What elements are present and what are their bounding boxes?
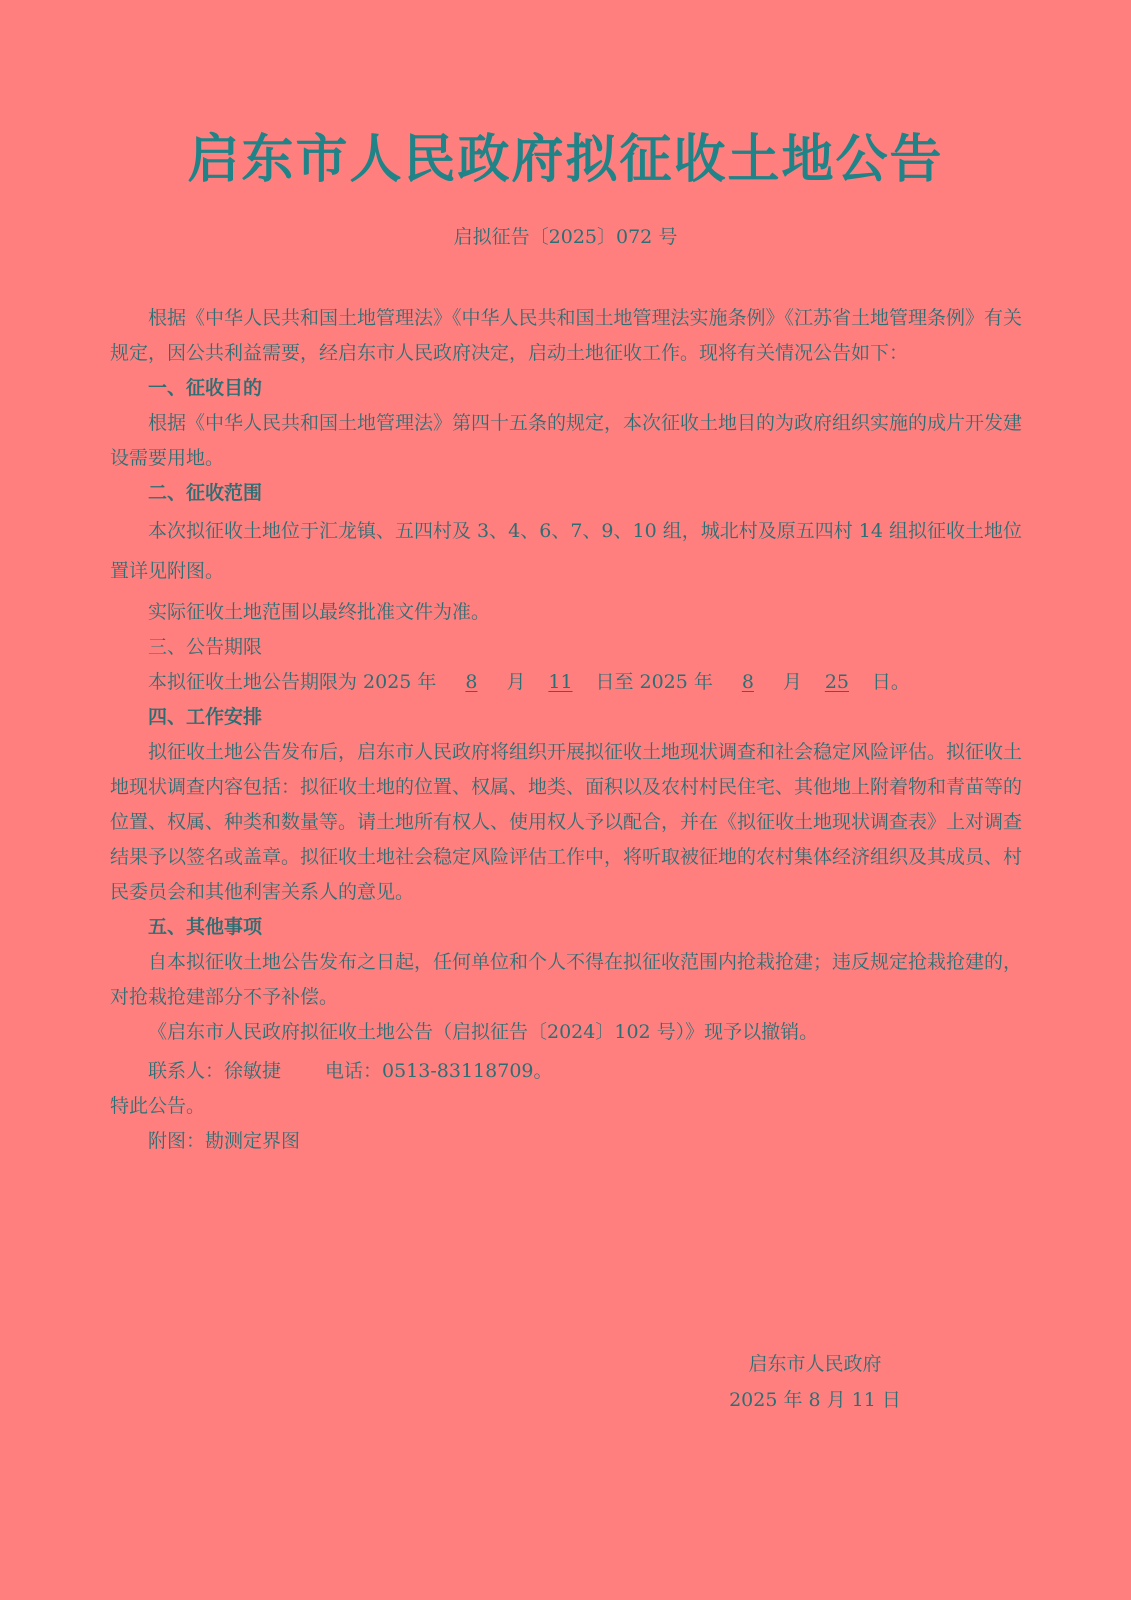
- month-label-2: 月: [782, 671, 802, 693]
- notice-body: [110, 301, 1022, 1159]
- intro-paragraph: 根据《中华人民共和国土地管理法》《中华人民共和国土地管理法实施条例》《江苏省土地管理条例》有关规定，因公共利益需要，经启东市人民政府决定，启动土地征收工作。现将有关情况公告如下：: [110, 307, 1023, 364]
- period-mid: 日至 2025 年: [595, 671, 713, 693]
- start-month: 8: [465, 671, 478, 693]
- signature-date: 2025 年 8 月 11 日: [729, 1389, 901, 1411]
- signature-org: 启东市人民政府: [748, 1353, 882, 1375]
- scope-paragraph: 本次拟征收土地位于汇龙镇、五四村及 3、4、6、7、9、10 组，城北村及原五四村 14 组拟征收土地位置详见附图。: [110, 520, 1022, 582]
- contact-person: 联系人：徐敏捷: [148, 1060, 282, 1082]
- period-suffix: 日。: [871, 671, 910, 693]
- scope-note: 实际征收土地范围以最终批准文件为准。: [148, 601, 491, 623]
- closing-text: 特此公告。: [110, 1095, 206, 1117]
- work-heading: 四、工作安排: [148, 706, 263, 728]
- other-heading: 五、其他事项: [148, 916, 263, 938]
- contact-line: [110, 1054, 1022, 1089]
- end-month: 8: [741, 671, 754, 693]
- revoke-paragraph: 《启东市人民政府拟征收土地公告（启拟征告〔2024〕102 号）》现予以撤销。: [148, 1021, 819, 1043]
- purpose-paragraph: 根据《中华人民共和国土地管理法》第四十五条的规定，本次征收土地目的为政府组织实施的成片开发建设需要用地。: [110, 412, 1023, 469]
- scope-heading: 二、征收范围: [148, 482, 263, 504]
- contact-phone: 电话：0513-83118709。: [325, 1060, 553, 1082]
- end-day: 25: [824, 671, 849, 693]
- purpose-heading: 一、征收目的: [148, 377, 263, 399]
- work-paragraph: 拟征收土地公告发布后，启东市人民政府将组织开展拟征收土地现状调查和社会稳定风险评估。拟征收土地现状调查内容包括：拟征收土地的位置、权属、地类、面积以及农村村民住宅、其他地上附着物和青苗等的位置、权属、种类和数量等。请土地所有权人、使用权人予以配合，并在《拟征收土地现状调查表》上对调查结果予以签名或盖章。拟征收土地社会稳定风险评估工作中，将听取被征地的农村集体经济组织及其成员、村民委员会和其他利害关系人的意见。: [110, 741, 1023, 903]
- attachment-text: 附图：勘测定界图: [148, 1130, 301, 1152]
- notice-title: 启东市人民政府拟征收土地公告: [187, 130, 944, 190]
- start-day: 11: [548, 671, 573, 693]
- period-paragraph: [110, 665, 1022, 700]
- period-heading: 三、公告期限: [148, 636, 263, 658]
- document-number: 启拟征告〔2025〕072 号: [453, 226, 678, 248]
- signature-block: [720, 1346, 910, 1418]
- other-paragraph: 自本拟征收土地公告发布之日起，任何单位和个人不得在拟征收范围内抢栽抢建；违反规定抢栽抢建的，对抢栽抢建部分不予补偿。: [110, 951, 1023, 1008]
- period-prefix: 本拟征收土地公告期限为 2025 年: [148, 671, 437, 693]
- month-label-1: 月: [506, 671, 526, 693]
